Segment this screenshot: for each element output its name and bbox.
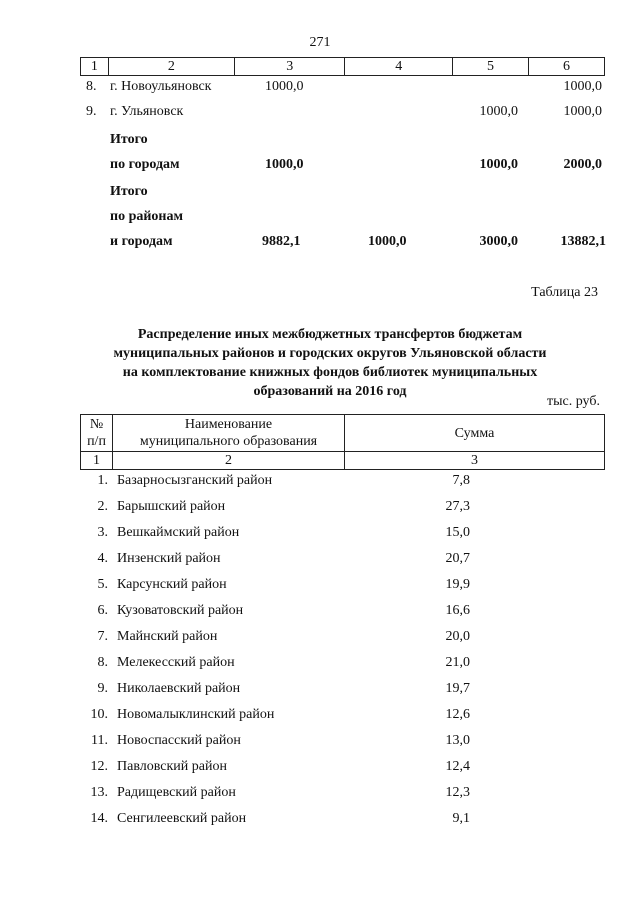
row-value: 20,7 xyxy=(445,551,470,566)
header-number: № п/п xyxy=(81,415,113,452)
main-table-header xyxy=(80,414,605,470)
top-table-row xyxy=(0,79,640,99)
table-title xyxy=(60,325,600,401)
row-name: Новомалыклинский район xyxy=(117,707,275,722)
row-number: 8. xyxy=(97,655,108,670)
total-cities-label-1: Итого xyxy=(110,132,148,147)
row-col6: 1000,0 xyxy=(563,104,602,119)
table-row xyxy=(0,681,640,703)
row-value: 12,6 xyxy=(445,707,470,722)
total-cities-row xyxy=(0,157,640,177)
numbering-cell-1: 1 xyxy=(81,452,113,470)
row-number: 10. xyxy=(90,707,108,722)
row-name: Майнский район xyxy=(117,629,218,644)
table-row xyxy=(0,473,640,495)
page-number: 271 xyxy=(309,35,331,50)
row-value: 16,6 xyxy=(445,603,470,618)
row-number: 2. xyxy=(97,499,108,514)
row-value: 7,8 xyxy=(452,473,470,488)
units-label: тыс. руб. xyxy=(547,394,600,409)
row-name: Радищевский район xyxy=(117,785,236,800)
row-value: 21,0 xyxy=(445,655,470,670)
row-name: г. Новоульяновск xyxy=(110,79,212,94)
row-name: Новоспасский район xyxy=(117,733,241,748)
row-value: 9,1 xyxy=(452,811,470,826)
table-row xyxy=(0,629,640,651)
top-header-cell-3: 3 xyxy=(234,58,344,76)
top-header-cell-4: 4 xyxy=(345,58,453,76)
table-row xyxy=(0,577,640,599)
row-value: 12,3 xyxy=(445,785,470,800)
numbering-cell-2: 2 xyxy=(113,452,345,470)
row-number: 9. xyxy=(97,681,108,696)
row-name: Инзенский район xyxy=(117,551,221,566)
total-cities-col6: 2000,0 xyxy=(563,157,602,172)
top-header-cell-6: 6 xyxy=(528,58,604,76)
total-all-col4: 1000,0 xyxy=(368,234,407,249)
row-name: Карсунский район xyxy=(117,577,227,592)
table-row xyxy=(0,811,640,833)
total-all-col3: 9882,1 xyxy=(262,234,301,249)
row-name: Сенгилеевский район xyxy=(117,811,247,826)
top-table-header xyxy=(80,57,605,76)
row-value: 13,0 xyxy=(445,733,470,748)
row-value: 20,0 xyxy=(445,629,470,644)
row-value: 19,7 xyxy=(445,681,470,696)
row-number: 4. xyxy=(97,551,108,566)
row-col3: 1000,0 xyxy=(265,79,304,94)
row-number: 3. xyxy=(97,525,108,540)
row-name: Мелекесский район xyxy=(117,655,235,670)
row-number: 5. xyxy=(97,577,108,592)
row-name: г. Ульяновск xyxy=(110,104,184,119)
row-number: 8. xyxy=(86,79,97,94)
title-line: муниципальных районов и городских округов Ульяновской области xyxy=(113,346,547,361)
title-line: образований на 2016 год xyxy=(253,384,407,399)
table-row xyxy=(0,655,640,677)
table-row xyxy=(0,759,640,781)
top-header-cell-2: 2 xyxy=(108,58,234,76)
header-name: Наименование муниципального образования xyxy=(113,415,345,452)
row-name: Павловский район xyxy=(117,759,227,774)
table-row xyxy=(0,707,640,729)
total-all-col6: 13882,1 xyxy=(560,234,606,249)
total-cities-col3: 1000,0 xyxy=(265,157,304,172)
row-number: 13. xyxy=(90,785,108,800)
row-col6: 1000,0 xyxy=(563,79,602,94)
top-header-cell-1: 1 xyxy=(81,58,109,76)
top-header-cell-5: 5 xyxy=(452,58,528,76)
row-value: 15,0 xyxy=(445,525,470,540)
table-row xyxy=(0,499,640,521)
header-sum: Сумма xyxy=(345,415,605,452)
row-name: Базарносызганский район xyxy=(117,473,273,488)
total-all-label-1: Итого xyxy=(110,184,148,199)
title-line: Распределение иных межбюджетных трансфертов бюджетам xyxy=(137,327,523,342)
row-value: 27,3 xyxy=(445,499,470,514)
row-number: 14. xyxy=(90,811,108,826)
table-row xyxy=(0,785,640,807)
row-number: 9. xyxy=(86,104,97,119)
top-table-row xyxy=(0,104,640,124)
title-line: на комплектование книжных фондов библиотек муниципальных xyxy=(122,365,538,380)
row-col5: 1000,0 xyxy=(479,104,518,119)
table-row xyxy=(0,733,640,755)
row-name: Николаевский район xyxy=(117,681,241,696)
total-all-label-2: по районам xyxy=(110,209,184,224)
total-cities-col5: 1000,0 xyxy=(479,157,518,172)
table-row xyxy=(0,525,640,547)
table-row xyxy=(0,603,640,625)
total-all-col5: 3000,0 xyxy=(479,234,518,249)
row-number: 7. xyxy=(97,629,108,644)
row-number: 6. xyxy=(97,603,108,618)
table-caption: Таблица 23 xyxy=(531,285,598,300)
row-name: Барышский район xyxy=(117,499,226,514)
row-value: 19,9 xyxy=(445,577,470,592)
row-value: 12,4 xyxy=(445,759,470,774)
row-number: 1. xyxy=(97,473,108,488)
row-number: 12. xyxy=(90,759,108,774)
row-name: Вешкаймский район xyxy=(117,525,240,540)
numbering-cell-3: 3 xyxy=(345,452,605,470)
total-all-label-3: и городам xyxy=(110,234,173,249)
row-number: 11. xyxy=(91,733,108,748)
row-name: Кузоватовский район xyxy=(117,603,244,618)
total-all-row xyxy=(0,234,640,254)
total-cities-label-2: по городам xyxy=(110,157,180,172)
table-row xyxy=(0,551,640,573)
